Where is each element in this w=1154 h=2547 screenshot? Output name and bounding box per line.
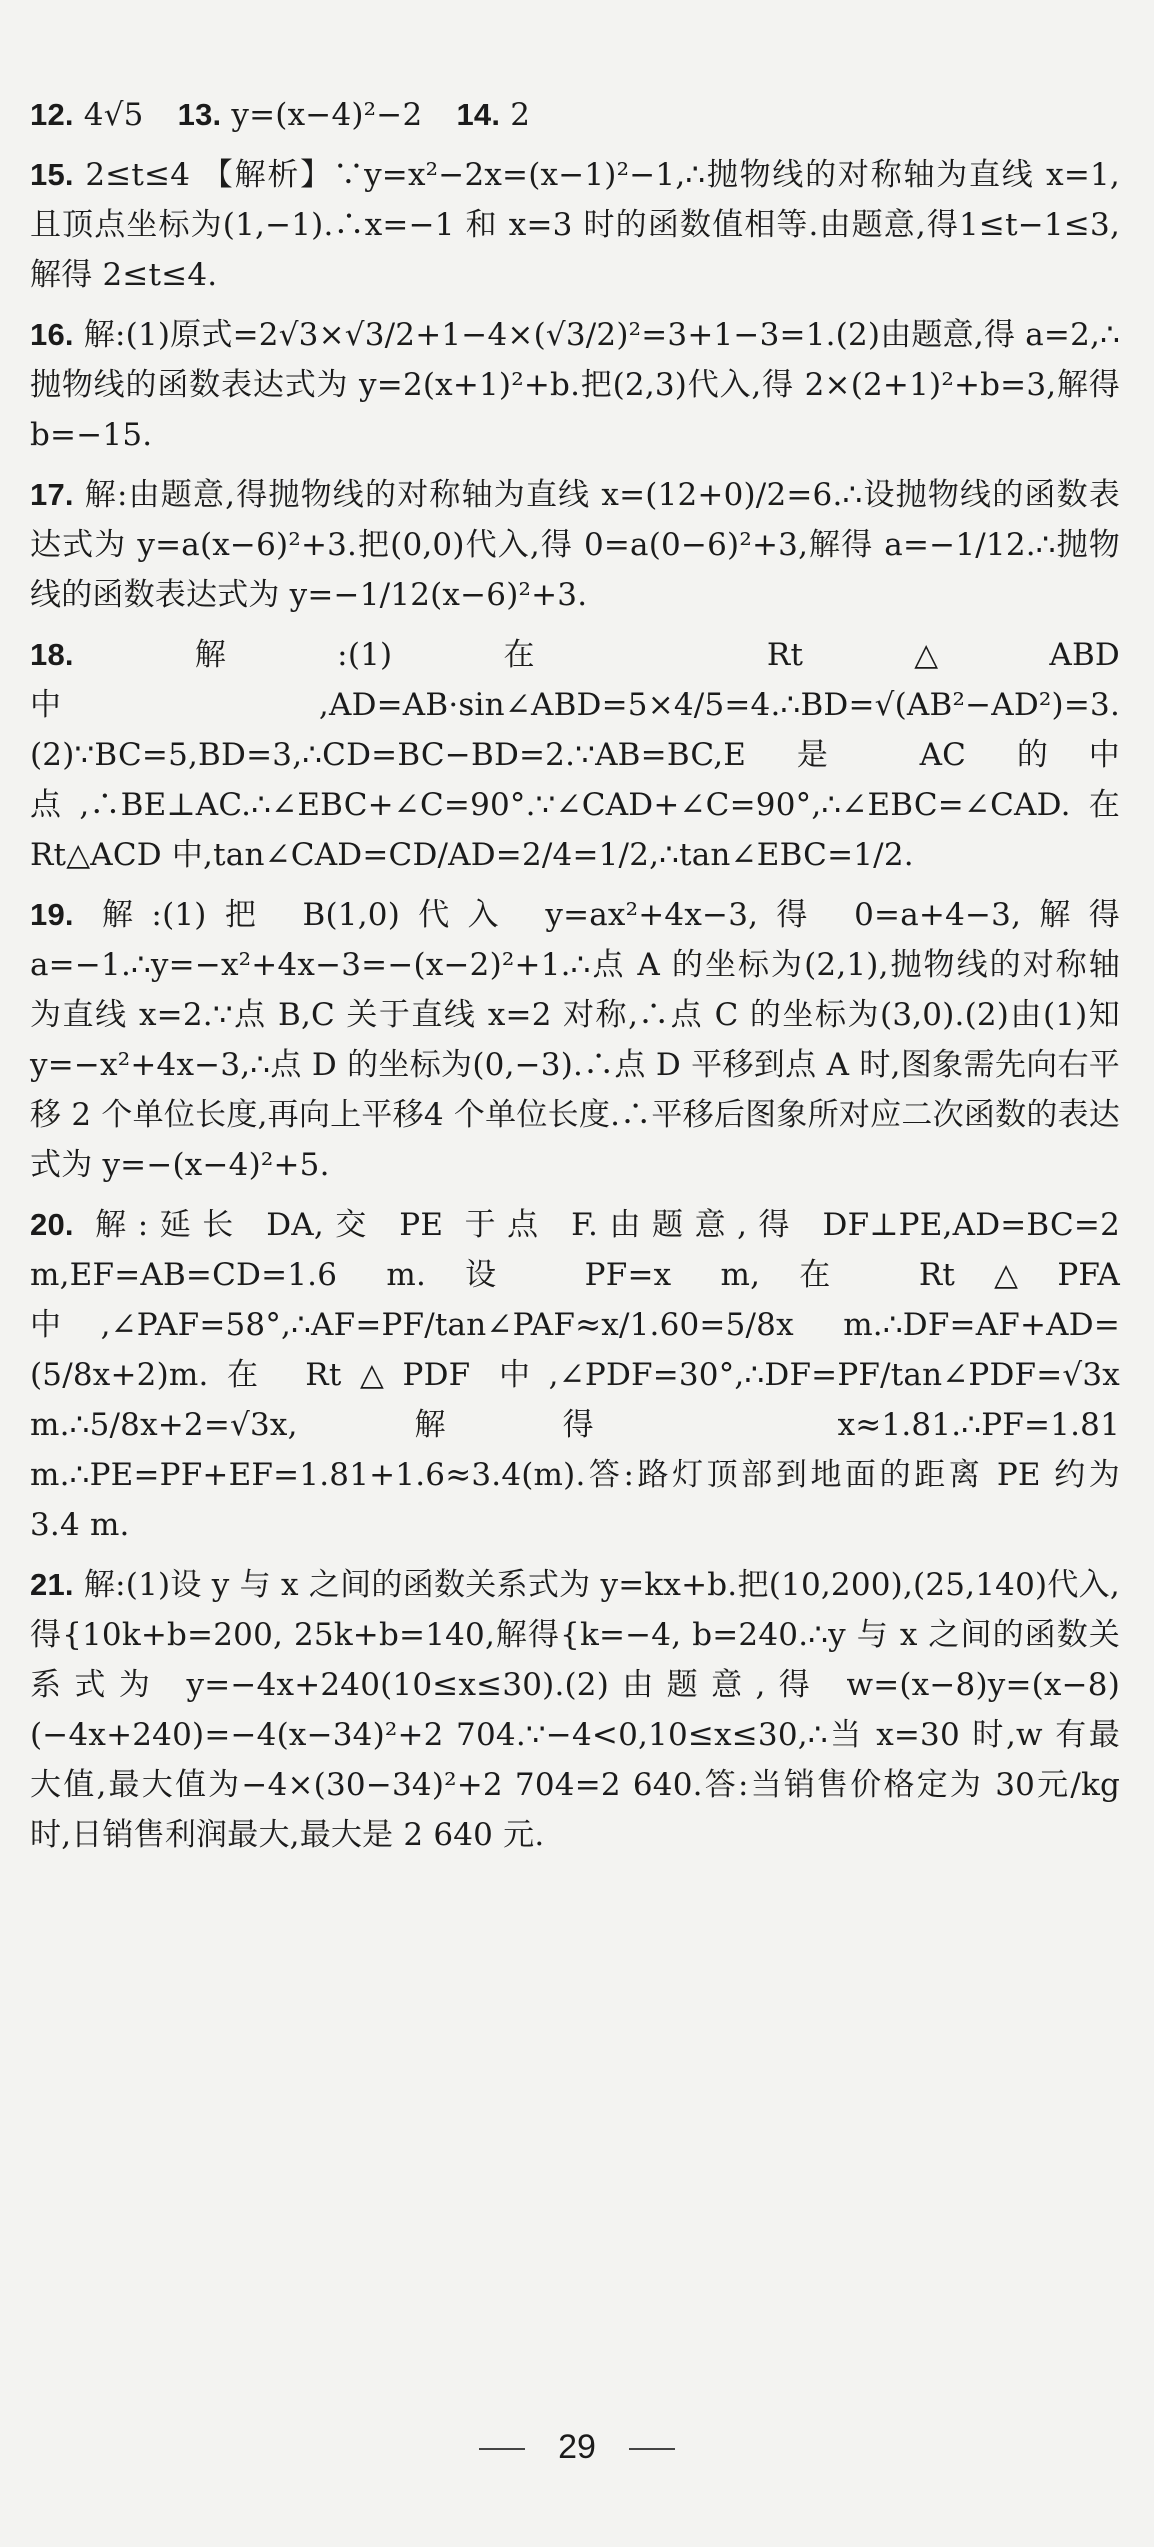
q14-number: 14. <box>456 97 501 132</box>
q14-answer: 2 <box>510 97 531 133</box>
q12-number: 12. <box>30 97 74 132</box>
q16-text: 解:(1)原式=2√3×√3/2+1−4×(√3/2)²=3+1−3=1.(2)由题意,得 a=2,∴抛物线的函数表达式为 y=2(x+1)²+b.把(2,3)代入,得 2×(2+1)²+b=3,解得 b=−15. <box>30 317 1120 453</box>
answer-17 <box>30 470 1120 620</box>
answer-16 <box>30 310 1120 460</box>
footer-dash-left <box>479 2448 525 2450</box>
q20-text: 解:延长 DA,交 PE 于点 F.由题意,得 DF⊥PE,AD=BC=2 m,EF=AB=CD=1.6 m.设 PF=x m,在 Rt△PFA 中,∠PAF=58°,∴AF=PF/tan∠PAF≈x/1.60=5/8x m.∴DF=AF+AD=(5/8x+2)m.在 Rt△PDF 中,∠PDF=30°,∴DF=PF/tan∠PDF=√3x m.∴5/8x+2=√3x,解得 x≈1.81.∴PF=1.81 m.∴PE=PF+EF=1.81+1.6≈3.4(m).答:路灯顶部到地面的距离 PE 约为 3.4 m. <box>30 1207 1120 1543</box>
q17-number: 17. <box>30 477 74 512</box>
q21-number: 21. <box>30 1567 74 1602</box>
q19-text: 解:(1)把 B(1,0)代入 y=ax²+4x−3,得 0=a+4−3,解得 a=−1.∴y=−x²+4x−3=−(x−2)²+1.∴点 A 的坐标为(2,1),抛物线的对称轴为直线 x=2.∵点 B,C 关于直线 x=2 对称,∴点 C 的坐标为(3,0).(2)由(1)知 y=−x²+4x−3,∴点 D 的坐标为(0,−3).∴点 D 平移到点 A 时,图象需先向右平移 2 个单位长度,再向上平移4 个单位长度.∴平移后图象所对应二次函数的表达式为 y=−(x−4)²+5. <box>30 897 1121 1183</box>
answer-18 <box>30 630 1120 880</box>
q15-text: 2≤t≤4 【解析】∵y=x²−2x=(x−1)²−1,∴抛物线的对称轴为直线 x=1,且顶点坐标为(1,−1).∴x=−1 和 x=3 时的函数值相等.由题意,得1≤t−1≤3,解得 2≤t≤4. <box>30 157 1120 293</box>
answers-12-14 <box>30 90 1120 140</box>
q12-answer: 4√5 <box>83 97 144 133</box>
q20-number: 20. <box>30 1207 74 1242</box>
footer-dash-right <box>629 2448 675 2450</box>
answer-15 <box>30 150 1120 300</box>
q13-answer: y=(x−4)²−2 <box>231 97 423 133</box>
answer-20 <box>30 1200 1120 1550</box>
answer-page <box>30 90 1120 1870</box>
q18-text: 解:(1)在 Rt△ABD 中,AD=AB·sin∠ABD=5×4/5=4.∴BD=√(AB²−AD²)=3.(2)∵BC=5,BD=3,∴CD=BC−BD=2.∵AB=BC,E 是 AC 的中点,∴BE⊥AC.∴∠EBC+∠C=90°.∵∠CAD+∠C=90°,∴∠EBC=∠CAD.在 Rt△ACD 中,tan∠CAD=CD/AD=2/4=1/2,∴tan∠EBC=1/2. <box>30 637 1120 873</box>
q16-number: 16. <box>30 317 74 352</box>
q15-number: 15. <box>30 157 74 192</box>
q18-number: 18. <box>30 637 74 672</box>
page-number: 29 <box>558 2428 596 2466</box>
answer-21 <box>30 1560 1120 1860</box>
q13-number: 13. <box>177 97 222 132</box>
answer-19 <box>30 890 1120 1190</box>
page-footer <box>0 2428 1154 2467</box>
q17-text: 解:由题意,得抛物线的对称轴为直线 x=(12+0)/2=6.∴设抛物线的函数表达式为 y=a(x−6)²+3.把(0,0)代入,得 0=a(0−6)²+3,解得 a=−1/12.∴抛物线的函数表达式为 y=−1/12(x−6)²+3. <box>30 477 1120 613</box>
q21-text: 解:(1)设 y 与 x 之间的函数关系式为 y=kx+b.把(10,200),(25,140)代入,得{10k+b=200, 25k+b=140,解得{k=−4, b=240.∴y 与 x 之间的函数关系式为 y=−4x+240(10≤x≤30).(2)由题意,得 w=(x−8)y=(x−8)(−4x+240)=−4(x−34)²+2 704.∵−4<0,10≤x≤30,∴当 x=30 时,w 有最大值,最大值为−4×(30−34)²+2 704=2 640.答:当销售价格定为 30元/kg 时,日销售利润最大,最大是 2 640 元. <box>30 1567 1120 1853</box>
q19-number: 19. <box>30 897 74 932</box>
